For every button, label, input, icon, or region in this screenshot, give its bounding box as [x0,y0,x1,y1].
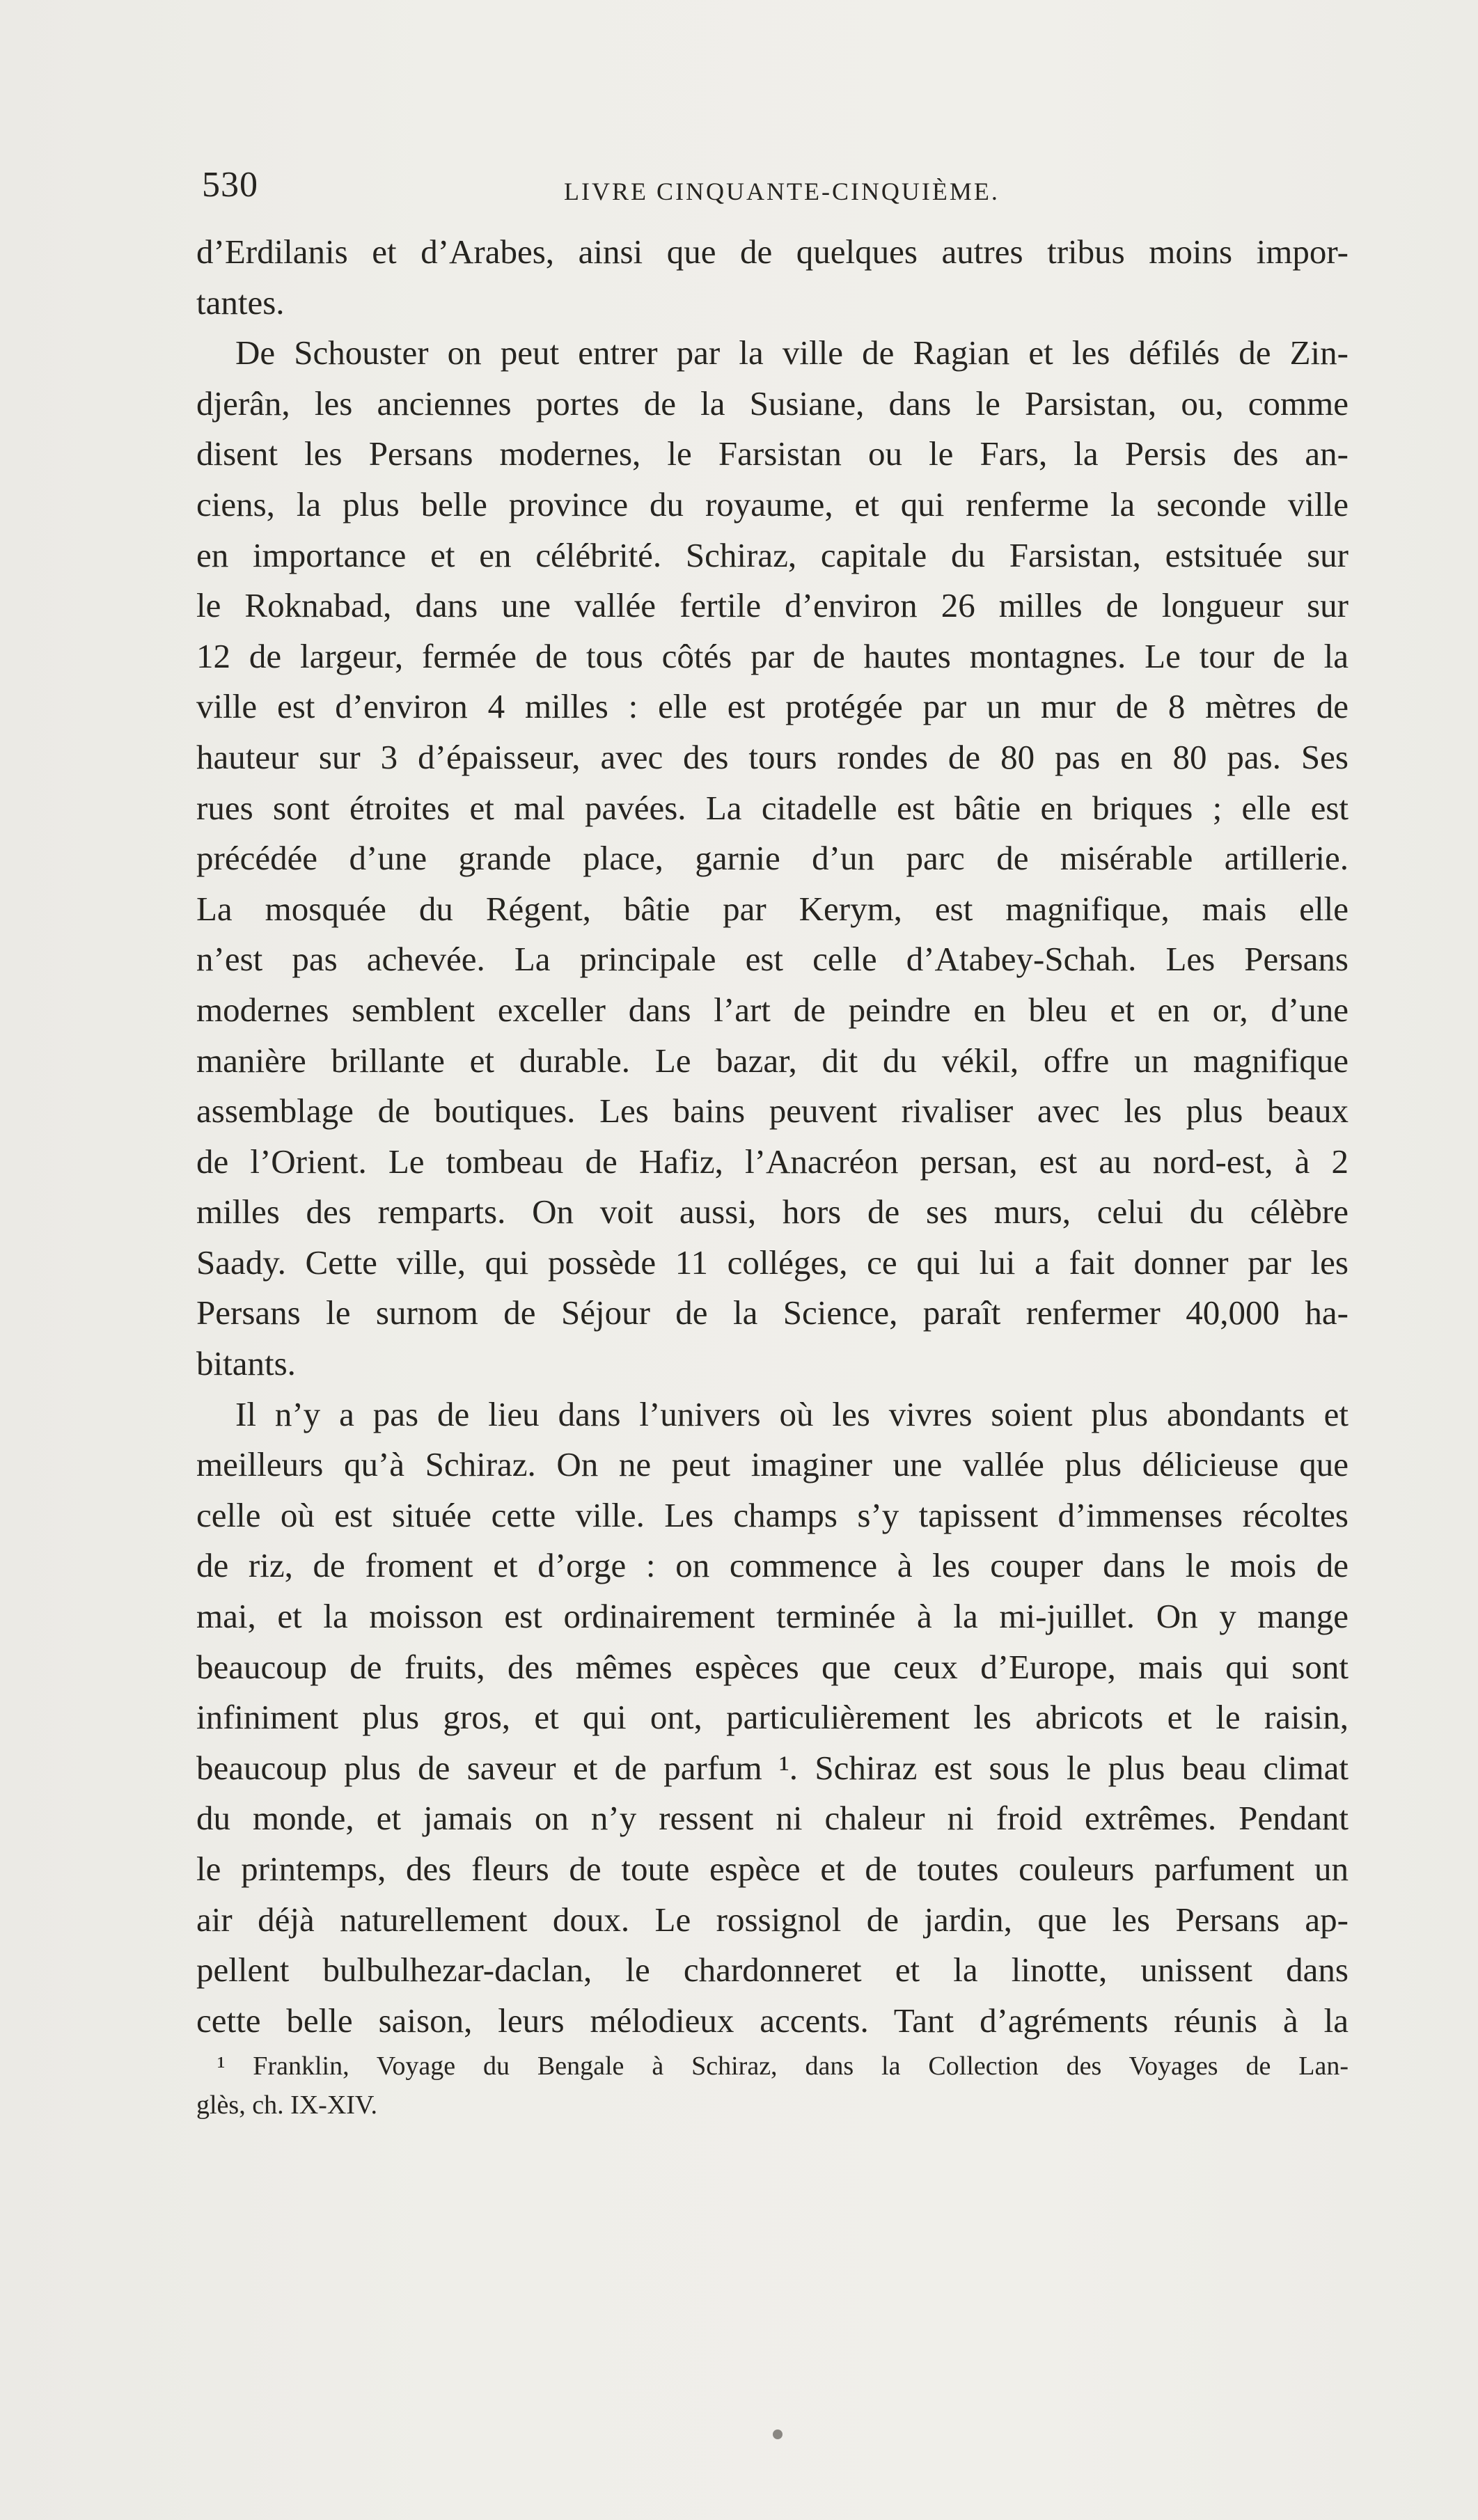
text-line: Saady. Cette ville, qui possède 11 colléges, ce qui lui a fait donner par les [196,1243,1349,1282]
page-number: 530 [202,165,258,205]
text-line: cette belle saison, leurs mélodieux accents. Tant d’agréments réunis à la [196,2001,1349,2040]
footnote-line: ¹ Franklin, Voyage du Bengale à Schiraz, dans la Collection des Voyages de Lan- [217,2052,1349,2081]
text-line: mai, et la moisson est ordinairement terminée à la mi-juillet. On y mange [196,1597,1349,1636]
text-line: du monde, et jamais on n’y ressent ni chaleur ni froid extrêmes. Pendant [196,1799,1349,1838]
text-line: celle où est située cette ville. Les champs s’y tapissent d’immenses récoltes [196,1495,1349,1534]
text-line: disent les Persans modernes, le Farsistan ou le Fars, la Persis des an- [196,434,1349,473]
text-line: ciens, la plus belle province du royaume, et qui renferme la seconde ville [196,485,1349,523]
text-line: modernes semblent exceller dans l’art de peindre en bleu et en or, d’une [196,990,1349,1029]
text-line: milles des remparts. On voit aussi, hors de ses murs, celui du célèbre [196,1192,1349,1231]
text-line: n’est pas achevée. La principale est celle d’Atabey-Schah. Les Persans [196,940,1349,979]
footnote [196,2047,1349,2125]
text-line: en importance et en célébrité. Schiraz, capitale du Farsistan, estsituée sur [196,535,1349,574]
text-line: ville est d’environ 4 milles : elle est protégée par un mur de 8 mètres de [196,687,1349,726]
text-line: de l’Orient. Le tombeau de Hafiz, l’Anacréon persan, est au nord-est, à 2 [196,1142,1349,1181]
text-line: précédée d’une grande place, garnie d’un parc de misérable artillerie. [196,839,1349,878]
text-line: meilleurs qu’à Schiraz. On ne peut imaginer une vallée plus délicieuse que [196,1445,1349,1484]
text-line: djerân, les anciennes portes de la Susiane, dans le Parsistan, ou, comme [196,384,1349,423]
text-line: air déjà naturellement doux. Le rossignol de jardin, que les Persans ap- [196,1900,1349,1939]
text-line: beaucoup plus de saveur et de parfum ¹. Schiraz est sous le plus beau climat [196,1748,1349,1787]
text-line: 12 de largeur, fermée de tous côtés par de hautes montagnes. Le tour de la [196,636,1349,675]
text-line: le printemps, des fleurs de toute espèce et de toutes couleurs parfument un [196,1850,1349,1888]
text-line: Il n’y a pas de lieu dans l’univers où les vivres soient plus abondants et [235,1394,1349,1433]
body-text [196,227,1349,2046]
text-line: de riz, de froment et d’orge : on commence à les couper dans le mois de [196,1546,1349,1585]
footnote-line: glès, ch. IX-XIV. [196,2090,377,2120]
text-line: rues sont étroites et mal pavées. La citadelle est bâtie en briques ; elle est [196,788,1349,827]
text-line: bitants. [196,1344,296,1383]
text-line: hauteur sur 3 d’épaisseur, avec des tours rondes de 80 pas en 80 pas. Ses [196,737,1349,776]
text-line: De Schouster on peut entrer par la ville de Ragian et les défilés de Zin- [235,333,1349,372]
text-line: La mosquée du Régent, bâtie par Kerym, est magnifique, mais elle [196,889,1349,928]
text-line: assemblage de boutiques. Les bains peuvent rivaliser avec les plus beaux [196,1092,1349,1131]
running-title: LIVRE CINQUANTE-CINQUIÈME. [564,178,1000,205]
text-line: beaucoup de fruits, des mêmes espèces que ceux d’Europe, mais qui sont [196,1647,1349,1686]
text-line: le Roknabad, dans une vallée fertile d’environ 26 milles de longueur sur [196,586,1349,625]
text-line: pellent bulbulhezar-daclan, le chardonneret et la linotte, unissent dans [196,1951,1349,1990]
text-line: Persans le surnom de Séjour de la Science, paraît renfermer 40,000 ha- [196,1293,1349,1332]
text-line: manière brillante et durable. Le bazar, dit du vékil, offre un magnifique [196,1041,1349,1080]
text-line: d’Erdilanis et d’Arabes, ainsi que de quelques autres tribus moins impor- [196,233,1349,271]
page-header [202,164,1351,213]
ink-spot [773,2430,783,2439]
text-line: tantes. [196,283,285,322]
text-line: infiniment plus gros, et qui ont, particulièrement les abricots et le raisin, [196,1698,1349,1737]
